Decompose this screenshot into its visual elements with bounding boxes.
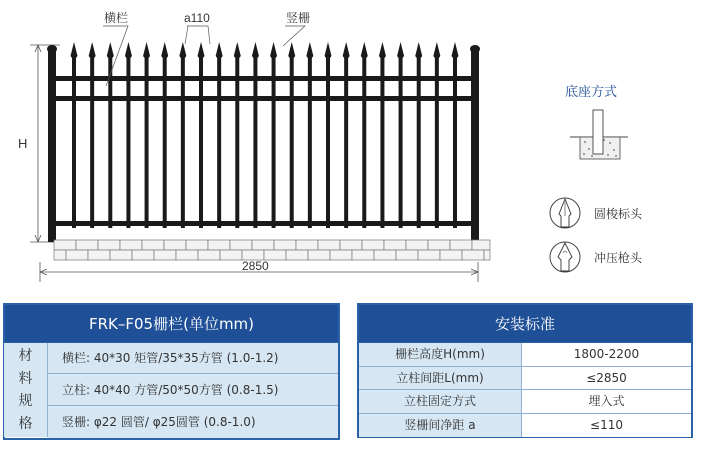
brick	[76, 240, 98, 250]
brick	[186, 240, 208, 250]
install-row-value: 1800-2200	[522, 343, 691, 367]
brick	[362, 240, 384, 250]
picket-spear-head	[325, 42, 332, 58]
brick	[308, 250, 330, 260]
callout-rail: 横栏	[104, 11, 129, 25]
callout-gap: a110	[184, 11, 210, 25]
picket-spear-head	[198, 42, 205, 58]
right-post-cap	[470, 45, 480, 53]
brick	[428, 240, 450, 250]
picket-spear-head	[306, 42, 313, 58]
picket	[344, 58, 348, 228]
picket	[181, 58, 185, 228]
picket-spear-head	[107, 42, 114, 58]
brick	[164, 240, 186, 250]
picket-spear-head	[433, 42, 440, 58]
brick	[176, 250, 198, 260]
install-table-title: 安装标准	[359, 305, 691, 343]
spec-row-picket: 竖栅: φ22 圆管/ φ25圆管 (0.8-1.0)	[48, 406, 338, 438]
brick	[88, 250, 110, 260]
embedded-post-icon	[570, 110, 628, 159]
picket	[417, 58, 421, 228]
horizontal-rail	[52, 221, 475, 226]
side-label-char: 料	[18, 370, 33, 387]
pressed-spear-head-icon	[550, 242, 580, 272]
install-row-label: 立柱固定方式	[359, 390, 522, 414]
brick	[110, 250, 132, 260]
brick	[208, 240, 230, 250]
picket	[326, 58, 330, 228]
install-row-label: 立柱间距L(mm)	[359, 367, 522, 391]
left-post-cap	[47, 45, 57, 53]
brick	[54, 250, 66, 260]
picket	[308, 58, 312, 228]
install-row-value: ≤2850	[522, 367, 691, 391]
horizontal-rail	[52, 96, 475, 101]
pressed-spear-head-label: 冲压枪头	[594, 251, 643, 265]
spec-row-post: 立柱: 40*40 方管/50*50方管 (0.8-1.5)	[48, 374, 338, 406]
install-method-title: 底座方式	[565, 85, 618, 100]
brick	[484, 250, 490, 260]
brick	[120, 240, 142, 250]
picket	[126, 58, 130, 228]
fence	[47, 42, 480, 242]
install-row-value: ≤110	[522, 414, 691, 438]
install-row-label: 栅栏高度H(mm)	[359, 343, 522, 367]
brick	[98, 240, 120, 250]
picket-spear-head	[361, 42, 368, 58]
picket-spear-head	[288, 42, 295, 58]
round-spear-head-icon	[550, 198, 580, 228]
callout-picket: 竖栅	[286, 11, 311, 25]
picket	[290, 58, 294, 228]
brick	[230, 240, 252, 250]
picket	[235, 58, 239, 228]
brick	[384, 240, 406, 250]
picket-spear-head	[234, 42, 241, 58]
side-label-char: 规	[18, 393, 33, 410]
picket	[453, 58, 457, 228]
picket-spear-head	[379, 42, 386, 58]
picket	[90, 58, 94, 228]
brick	[330, 250, 352, 260]
brick	[66, 250, 88, 260]
spec-row-rail: 横栏: 40*30 矩管/35*35方管 (1.0-1.2)	[48, 343, 338, 374]
brick	[154, 250, 176, 260]
brick	[252, 240, 274, 250]
brick	[418, 250, 440, 260]
picket-spear-head	[270, 42, 277, 58]
picket	[199, 58, 203, 228]
material-spec-side-label	[4, 343, 48, 437]
install-row-label: 竖栅间净距 a	[359, 414, 522, 438]
picket	[380, 58, 384, 228]
picket-spear-head	[89, 42, 96, 58]
side-label-char: 材	[18, 348, 33, 365]
picket-spear-head	[452, 42, 459, 58]
spec-table-title: FRK–F05栅栏(单位mm)	[5, 305, 338, 343]
picket-spear-head	[252, 42, 259, 58]
brick	[472, 240, 490, 250]
brick-base	[54, 240, 490, 260]
picket-spear-head	[216, 42, 223, 58]
brick	[54, 240, 76, 250]
brick	[198, 250, 220, 260]
brick	[352, 250, 374, 260]
picket	[108, 58, 112, 228]
install-row-value: 埋入式	[522, 390, 691, 414]
brick	[132, 250, 154, 260]
picket	[272, 58, 276, 228]
brick	[450, 240, 472, 250]
round-spear-head-label: 圆梭标头	[594, 207, 643, 221]
picket	[72, 58, 76, 228]
brick	[406, 240, 428, 250]
horizontal-rail	[52, 76, 475, 81]
picket	[163, 58, 167, 228]
picket	[145, 58, 149, 228]
picket-spear-head	[71, 42, 78, 58]
brick	[274, 240, 296, 250]
brick	[142, 240, 164, 250]
brick	[296, 240, 318, 250]
brick	[220, 250, 242, 260]
picket	[362, 58, 366, 228]
picket-spear-head	[343, 42, 350, 58]
picket-spear-head	[415, 42, 422, 58]
width-label: 2850	[242, 259, 269, 273]
picket-spear-head	[125, 42, 132, 58]
picket-spear-head	[397, 42, 404, 58]
brick	[462, 250, 484, 260]
brick	[286, 250, 308, 260]
picket	[399, 58, 403, 228]
picket-spear-head	[179, 42, 186, 58]
brick	[440, 250, 462, 260]
brick	[396, 250, 418, 260]
height-label: H	[18, 136, 28, 151]
brick	[318, 240, 340, 250]
picket-spear-head	[161, 42, 168, 58]
picket	[435, 58, 439, 228]
brick	[374, 250, 396, 260]
picket	[217, 58, 221, 228]
picket	[253, 58, 257, 228]
side-label-char: 格	[18, 415, 33, 432]
brick	[340, 240, 362, 250]
picket-spear-head	[143, 42, 150, 58]
